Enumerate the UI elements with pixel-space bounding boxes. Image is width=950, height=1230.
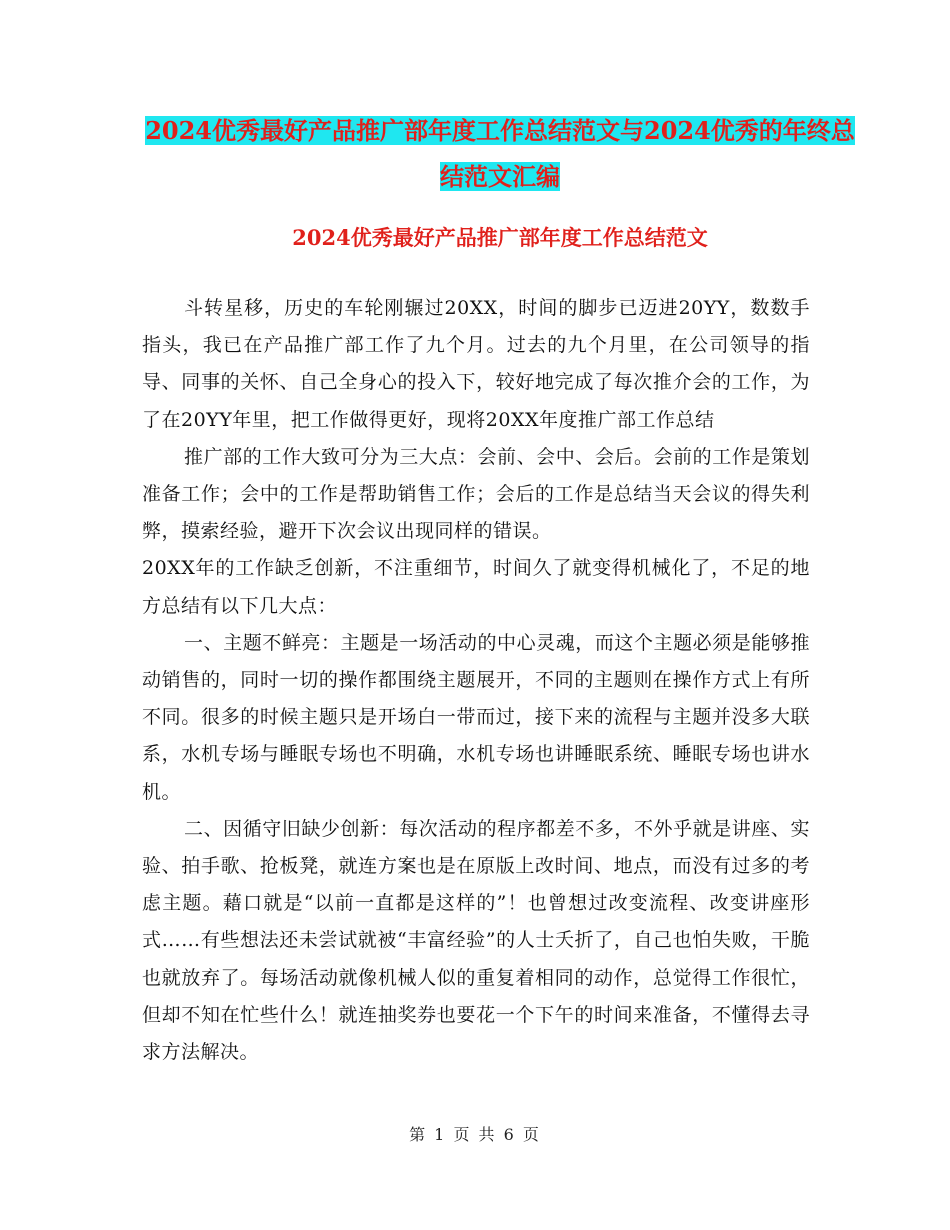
paragraph: 斗转星移，历史的车轮刚辗过20XX，时间的脚步已迈进20YY，数数手指头，我已在产品推广部工作了九个月。过去的九个月里，在公司领导的指导、同事的关怀、自己全身心的投入下，较好地完成了每次推介会的工作，为了在20YY年里，把工作做得更好，现将20XX年度推广部工作总结 bbox=[142, 297, 810, 431]
paragraph: 20XX年的工作缺乏创新，不注重细节，时间久了就变得机械化了，不足的地方总结有以下几大点： bbox=[142, 557, 810, 617]
paragraph: 二、因循守旧缺少创新：每次活动的程序都差不多，不外乎就是讲座、实验、拍手歌、抢板凳，就连方案也是在原版上改时间、地点，而没有过多的考虑主题。藉口就是“以前一直都是这样的”！也曾想过改变流程、改变讲座形式……有些想法还未尝试就被“丰富经验”的人士夭折了，自己也怕失败，干脆也就放弃了。每场活动就像机械人似的重复着相同的动作，总觉得工作很忙，但却不知在忙些什么！就连抽奖券也要花一个下午的时间来准备，不懂得去寻求方法解决。 bbox=[142, 817, 810, 1064]
document-body bbox=[142, 290, 810, 1071]
document-title-text: 2024优秀最好产品推广部年度工作总结范文与2024优秀的年终总结范文汇编 bbox=[145, 116, 855, 191]
document-title bbox=[140, 108, 860, 200]
page-number-footer: 第 1 页 共 6 页 bbox=[409, 1125, 541, 1144]
paragraph: 一、主题不鲜亮：主题是一场活动的中心灵魂，而这个主题必须是能够推动销售的，同时一切的操作都围绕主题展开，不同的主题则在操作方式上有所不同。很多的时候主题只是开场白一带而过，接下来的流程与主题并没多大联系，水机专场与睡眠专场也不明确，水机专场也讲睡眠系统、睡眠专场也讲水机。 bbox=[142, 631, 810, 803]
section-title: 2024优秀最好产品推广部年度工作总结范文 bbox=[292, 225, 708, 250]
paragraph: 推广部的工作大致可分为三大点：会前、会中、会后。会前的工作是策划准备工作；会中的工作是帮助销售工作；会后的工作是总结当天会议的得失利弊，摸索经验，避开下次会议出现同样的错误。 bbox=[142, 445, 810, 543]
